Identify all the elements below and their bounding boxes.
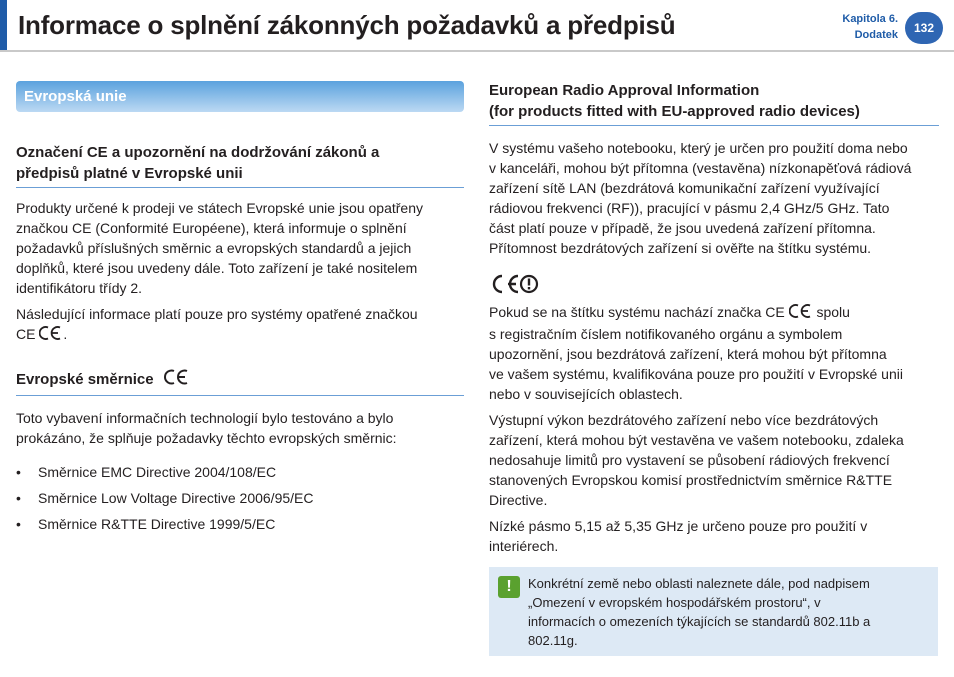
- text-line: zařízení sítě LAN (bezdrátová komunikační zařízení využívající: [489, 180, 880, 196]
- text-line: interiérech.: [489, 537, 559, 554]
- text-line: Directive.: [489, 491, 548, 508]
- list-item-text: Směrnice R&TTE Directive 1999/5/EC: [38, 515, 276, 532]
- bullet: •: [16, 489, 21, 506]
- text-line: Produkty určené k prodeji ve státech Evropské unie jsou opatřeny: [16, 200, 424, 216]
- text-line: V systému vašeho notebooku, který je určen pro použití doma nebo: [489, 140, 908, 156]
- text-fragment: spolu: [816, 304, 850, 320]
- output-power-paragraph: [489, 410, 939, 510]
- heading-line: (for products fitted with EU-approved radio devices): [489, 103, 860, 120]
- ce-heading-line: předpisů platné v Evropské unii: [16, 165, 243, 182]
- ce-mark-paragraph: [489, 302, 939, 404]
- text-line: zařízení, která mohou být vestavěna ve vašem notebooku, zdaleka: [489, 431, 904, 448]
- directives-list: [16, 462, 464, 534]
- list-item: [16, 488, 464, 508]
- text-line: „Omezení v evropském hospodářském prostoru“, v: [528, 595, 821, 610]
- text-line: Nízké pásmo 5,15 až 5,35 GHz je určeno pouze pro použití v: [489, 517, 868, 534]
- text-line: požadavků příslušných směrnic a evropských standardů a jejich: [16, 240, 412, 256]
- text-line: identifikátoru třídy 2.: [16, 280, 143, 296]
- text-line: Výstupní výkon bezdrátového zařízení nebo více bezdrátových: [489, 411, 879, 428]
- chapter-indicator[interactable]: [842, 11, 898, 43]
- ce-paragraph: [16, 198, 464, 298]
- bullet: •: [16, 515, 21, 532]
- right-column: [489, 80, 939, 556]
- text-line: doplňků, které jsou uvedeny dále. Toto zařízení je také nositelem: [16, 260, 418, 276]
- radio-paragraph: [489, 138, 939, 258]
- text-fragment: Pokud se na štítku systému nachází značka CE: [489, 304, 785, 320]
- ce-heading: [16, 142, 464, 188]
- text-line: v kanceláři, mohou být přítomna (vestavěna) nízkonapěťová rádiová: [489, 160, 912, 176]
- text-line: rádiovou frekvenci (RF)), pracující v pásmu 2,4 GHz/5 GHz. Tato: [489, 200, 890, 216]
- text-line: Následující informace platí pouze pro systémy opatřené značkou: [16, 306, 418, 322]
- text-line: Toto vybavení informačních technologií bylo testováno a bylo: [16, 409, 394, 426]
- text-line: informacích o omezeních týkajících se standardů 802.11b a: [528, 614, 871, 629]
- list-item-text: Směrnice EMC Directive 2004/108/EC: [38, 463, 277, 480]
- left-column: [16, 81, 464, 540]
- text-line: Konkrétní země nebo oblasti naleznete dále, pod nadpisem: [528, 576, 870, 591]
- heading-line: European Radio Approval Information: [489, 82, 760, 99]
- text-line: prokázáno, že splňuje požadavky těchto evropských směrnic:: [16, 429, 397, 446]
- text-line: upozornění, jsou bezdrátová zařízení, která mohou být přítomna: [489, 345, 887, 362]
- ce-note-paragraph: [16, 304, 464, 346]
- text-line: ve vašem systému, kvalifikována pouze pro použití v Evropské unii: [489, 365, 903, 382]
- list-item: [16, 514, 464, 534]
- accent-bar: [0, 0, 7, 50]
- low-band-paragraph: [489, 516, 939, 556]
- text-line: [489, 302, 939, 324]
- text-line: 802.11g.: [528, 633, 578, 648]
- chapter-sublabel: Dodatek: [854, 29, 898, 41]
- page-title: Informace o splnění zákonných požadavků a předpisů: [18, 10, 676, 40]
- ce-mark-icon: [164, 368, 190, 392]
- directives-heading: [16, 368, 464, 396]
- text-fragment: .: [63, 326, 68, 342]
- bullet: •: [16, 463, 21, 480]
- notice-text: [528, 574, 928, 650]
- ce-heading-line: Označení CE a upozornění na dodržování zákonů a: [16, 144, 380, 161]
- ce-mark-icon: [789, 303, 813, 324]
- chapter-label: Kapitola 6.: [842, 13, 898, 25]
- ce-mark-icon: [39, 325, 63, 346]
- notice-box: [489, 567, 938, 656]
- text-line: část platí pouze v případě, že jsou uvedená zařízení přítomna.: [489, 220, 876, 236]
- text-line: s registračním číslem notifikovaného orgánu a symbolem: [489, 325, 843, 342]
- text-line: [16, 324, 464, 346]
- ce-alert-mark-icon: [489, 272, 939, 296]
- text-line: nedosahuje limitů pro vystavení se působení rádiových frekvencí: [489, 451, 890, 468]
- text-line: stanovených Evropskou komisí prostřednictvím směrnice R&TTE: [489, 471, 893, 488]
- directives-paragraph: [16, 408, 464, 448]
- text-line: značkou CE (Conformité Européene), která informuje o splnění: [16, 220, 407, 236]
- text-line: Přítomnost bezdrátových zařízení si ověřte na štítku systému.: [489, 240, 872, 256]
- page-number-badge: 132: [905, 12, 943, 44]
- text-line: nebo v souvisejících oblastech.: [489, 385, 683, 402]
- radio-approval-heading: [489, 80, 939, 126]
- list-item-text: Směrnice Low Voltage Directive 2006/95/EC: [38, 489, 314, 506]
- title-divider: [0, 50, 954, 52]
- text-fragment: CE: [16, 326, 36, 342]
- list-item: [16, 462, 464, 482]
- directives-heading-text: Evropské směrnice: [16, 370, 154, 388]
- section-header: Evropská unie: [16, 81, 464, 112]
- exclamation-icon: !: [498, 576, 520, 598]
